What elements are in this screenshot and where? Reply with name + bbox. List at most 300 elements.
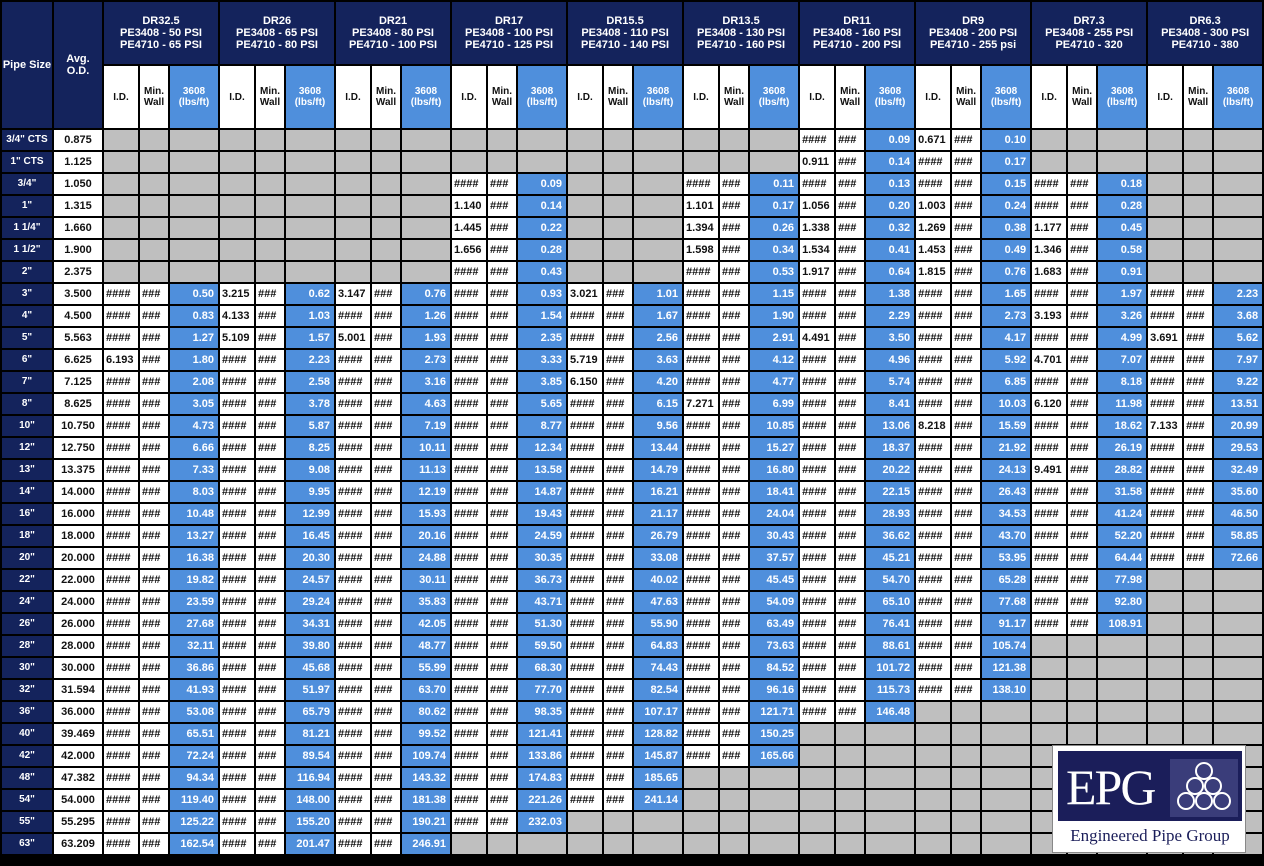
- weight-cell: 84.52: [750, 658, 798, 678]
- id-cell: ####: [452, 306, 486, 326]
- min-wall-cell: ###: [488, 262, 516, 282]
- avg-od-cell: 47.382: [54, 768, 102, 788]
- min-wall-cell: ###: [720, 306, 748, 326]
- min-wall-cell: ###: [836, 636, 864, 656]
- table-row: [2, 218, 1262, 238]
- min-wall-cell: ###: [256, 592, 284, 612]
- id-cell: ####: [104, 284, 138, 304]
- weight-cell: 4.96: [866, 350, 914, 370]
- id-cell: ####: [104, 526, 138, 546]
- min-wall-cell: ###: [372, 834, 400, 854]
- min-wall-cell: ###: [604, 548, 632, 568]
- empty-cell: [916, 702, 950, 722]
- weight-cell: 1.90: [750, 306, 798, 326]
- header-pipe-size: Pipe Size: [2, 2, 52, 128]
- weight-cell: 4.77: [750, 372, 798, 392]
- min-wall-cell: ###: [604, 702, 632, 722]
- empty-cell: [488, 130, 516, 150]
- header-avg-od: Avg. O.D.: [54, 2, 102, 128]
- id-cell: ####: [684, 724, 718, 744]
- id-cell: 9.491: [1032, 460, 1066, 480]
- min-wall-cell: ###: [1068, 482, 1096, 502]
- min-wall-cell: ###: [836, 306, 864, 326]
- id-cell: 1.346: [1032, 240, 1066, 260]
- empty-cell: [1184, 724, 1212, 744]
- id-cell: ####: [684, 372, 718, 392]
- empty-cell: [720, 768, 748, 788]
- min-wall-cell: ###: [604, 460, 632, 480]
- table-row: [2, 372, 1262, 392]
- weight-cell: 35.60: [1214, 482, 1262, 502]
- weight-cell: 18.62: [1098, 416, 1146, 436]
- id-cell: ####: [568, 790, 602, 810]
- min-wall-cell: ###: [720, 702, 748, 722]
- id-cell: ####: [336, 790, 370, 810]
- weight-cell: 11.13: [402, 460, 450, 480]
- id-cell: ####: [800, 460, 834, 480]
- min-wall-cell: ###: [836, 372, 864, 392]
- id-cell: ####: [220, 724, 254, 744]
- weight-cell: 0.93: [518, 284, 566, 304]
- id-cell: ####: [916, 328, 950, 348]
- table-row: [2, 548, 1262, 568]
- min-wall-cell: ###: [952, 570, 980, 590]
- dr-header-line2: PE4710 - 100 PSI: [348, 39, 438, 51]
- min-wall-cell: ###: [372, 570, 400, 590]
- weight-cell: 246.91: [402, 834, 450, 854]
- min-wall-cell: ###: [836, 658, 864, 678]
- subheader-id: I.D.: [104, 66, 138, 128]
- empty-cell: [604, 834, 632, 854]
- id-cell: 1.453: [916, 240, 950, 260]
- empty-cell: [836, 746, 864, 766]
- id-cell: ####: [336, 834, 370, 854]
- empty-cell: [634, 262, 682, 282]
- weight-cell: 29.24: [286, 592, 334, 612]
- min-wall-cell: ###: [952, 152, 980, 172]
- weight-cell: 0.28: [1098, 196, 1146, 216]
- min-wall-cell: ###: [836, 350, 864, 370]
- empty-cell: [720, 834, 748, 854]
- id-cell: ####: [800, 482, 834, 502]
- min-wall-cell: ###: [488, 394, 516, 414]
- weight-cell: 7.97: [1214, 350, 1262, 370]
- id-cell: ####: [684, 526, 718, 546]
- empty-cell: [800, 834, 834, 854]
- empty-cell: [1184, 240, 1212, 260]
- empty-cell: [372, 262, 400, 282]
- id-cell: ####: [452, 328, 486, 348]
- id-cell: ####: [684, 174, 718, 194]
- subheader-3608-weight: 3608 (lbs/ft): [634, 66, 682, 128]
- min-wall-cell: ###: [372, 768, 400, 788]
- id-cell: ####: [336, 570, 370, 590]
- dr-group-header: [800, 2, 914, 64]
- id-cell: ####: [220, 460, 254, 480]
- dr-header-dr: DR9: [962, 15, 985, 27]
- empty-cell: [170, 152, 218, 172]
- subheader-id: I.D.: [452, 66, 486, 128]
- weight-cell: 0.15: [982, 174, 1030, 194]
- dr-header-line1: PE3408 - 110 PSI: [581, 27, 669, 39]
- weight-cell: 92.80: [1098, 592, 1146, 612]
- min-wall-cell: ###: [256, 768, 284, 788]
- id-cell: ####: [220, 746, 254, 766]
- weight-cell: 24.59: [518, 526, 566, 546]
- id-cell: ####: [1032, 372, 1066, 392]
- min-wall-cell: ###: [372, 284, 400, 304]
- empty-cell: [140, 130, 168, 150]
- id-cell: ####: [1032, 548, 1066, 568]
- empty-cell: [836, 812, 864, 832]
- weight-cell: 9.08: [286, 460, 334, 480]
- table-row: [2, 394, 1262, 414]
- min-wall-cell: ###: [720, 658, 748, 678]
- dr-header-dr: DR21: [378, 15, 408, 27]
- min-wall-cell: ###: [1068, 614, 1096, 634]
- avg-od-cell: 1.125: [54, 152, 102, 172]
- empty-cell: [866, 790, 914, 810]
- id-cell: ####: [800, 636, 834, 656]
- weight-cell: 94.34: [170, 768, 218, 788]
- empty-cell: [220, 218, 254, 238]
- empty-cell: [1098, 636, 1146, 656]
- empty-cell: [750, 768, 798, 788]
- empty-cell: [800, 812, 834, 832]
- empty-cell: [336, 130, 370, 150]
- empty-cell: [1148, 680, 1182, 700]
- min-wall-cell: ###: [256, 746, 284, 766]
- empty-cell: [568, 240, 602, 260]
- empty-cell: [684, 812, 718, 832]
- min-wall-cell: ###: [372, 460, 400, 480]
- min-wall-cell: ###: [372, 416, 400, 436]
- empty-cell: [1148, 240, 1182, 260]
- pipe-size-cell: 54": [2, 790, 52, 810]
- dr-header-line1: PE3408 - 160 PSI: [813, 27, 902, 39]
- weight-cell: 4.99: [1098, 328, 1146, 348]
- weight-cell: 41.24: [1098, 504, 1146, 524]
- id-cell: ####: [800, 548, 834, 568]
- empty-cell: [1032, 130, 1066, 150]
- min-wall-cell: ###: [952, 196, 980, 216]
- avg-od-cell: 54.000: [54, 790, 102, 810]
- subheader-3608-weight: 3608 (lbs/ft): [866, 66, 914, 128]
- empty-cell: [1032, 680, 1066, 700]
- empty-cell: [104, 152, 138, 172]
- min-wall-cell: ###: [256, 416, 284, 436]
- min-wall-cell: ###: [488, 460, 516, 480]
- weight-cell: 155.20: [286, 812, 334, 832]
- min-wall-cell: ###: [836, 394, 864, 414]
- min-wall-cell: ###: [140, 790, 168, 810]
- id-cell: ####: [1148, 460, 1182, 480]
- min-wall-cell: ###: [952, 262, 980, 282]
- id-cell: ####: [220, 482, 254, 502]
- empty-cell: [684, 130, 718, 150]
- id-cell: 1.338: [800, 218, 834, 238]
- empty-cell: [684, 790, 718, 810]
- logo-company-name: Engineered Pipe Group: [1070, 826, 1230, 845]
- id-cell: ####: [104, 724, 138, 744]
- weight-cell: 8.77: [518, 416, 566, 436]
- empty-cell: [256, 240, 284, 260]
- empty-cell: [140, 240, 168, 260]
- empty-cell: [372, 130, 400, 150]
- id-cell: ####: [1032, 570, 1066, 590]
- min-wall-cell: ###: [1184, 284, 1212, 304]
- weight-cell: 63.49: [750, 614, 798, 634]
- empty-cell: [1184, 130, 1212, 150]
- min-wall-cell: ###: [720, 328, 748, 348]
- weight-cell: 2.08: [170, 372, 218, 392]
- pipe-size-cell: 63": [2, 834, 52, 854]
- empty-cell: [1148, 152, 1182, 172]
- table-row: [2, 152, 1262, 172]
- id-cell: 1.445: [452, 218, 486, 238]
- empty-cell: [634, 218, 682, 238]
- min-wall-cell: ###: [256, 658, 284, 678]
- min-wall-cell: ###: [140, 482, 168, 502]
- empty-cell: [1184, 152, 1212, 172]
- id-cell: ####: [452, 768, 486, 788]
- min-wall-cell: ###: [952, 680, 980, 700]
- weight-cell: 32.49: [1214, 460, 1262, 480]
- id-cell: ####: [220, 636, 254, 656]
- id-cell: 1.598: [684, 240, 718, 260]
- weight-cell: 1.54: [518, 306, 566, 326]
- id-cell: ####: [684, 592, 718, 612]
- id-cell: 6.120: [1032, 394, 1066, 414]
- pipe-size-cell: 40": [2, 724, 52, 744]
- weight-cell: 21.17: [634, 504, 682, 524]
- empty-cell: [1148, 658, 1182, 678]
- empty-cell: [952, 746, 980, 766]
- min-wall-cell: ###: [140, 724, 168, 744]
- min-wall-cell: ###: [952, 614, 980, 634]
- min-wall-cell: ###: [836, 570, 864, 590]
- weight-cell: 76.41: [866, 614, 914, 634]
- empty-cell: [1214, 636, 1262, 656]
- weight-cell: 1.97: [1098, 284, 1146, 304]
- id-cell: 0.911: [800, 152, 834, 172]
- avg-od-cell: 16.000: [54, 504, 102, 524]
- empty-cell: [140, 218, 168, 238]
- weight-cell: 1.27: [170, 328, 218, 348]
- empty-cell: [372, 196, 400, 216]
- avg-od-cell: 22.000: [54, 570, 102, 590]
- table-row: [2, 416, 1262, 436]
- avg-od-cell: 0.875: [54, 130, 102, 150]
- min-wall-cell: ###: [604, 350, 632, 370]
- weight-cell: 88.61: [866, 636, 914, 656]
- id-cell: ####: [684, 482, 718, 502]
- weight-cell: 8.25: [286, 438, 334, 458]
- weight-cell: 6.85: [982, 372, 1030, 392]
- weight-cell: 3.05: [170, 394, 218, 414]
- id-cell: 4.133: [220, 306, 254, 326]
- min-wall-cell: ###: [836, 460, 864, 480]
- weight-cell: 0.11: [750, 174, 798, 194]
- min-wall-cell: ###: [604, 328, 632, 348]
- id-cell: ####: [452, 460, 486, 480]
- empty-cell: [568, 812, 602, 832]
- pipe-size-cell: 18": [2, 526, 52, 546]
- id-cell: ####: [684, 636, 718, 656]
- table-row: [2, 504, 1262, 524]
- min-wall-cell: ###: [836, 218, 864, 238]
- empty-cell: [684, 834, 718, 854]
- id-cell: ####: [916, 504, 950, 524]
- id-cell: ####: [104, 416, 138, 436]
- logo-letters: EPG: [1066, 759, 1155, 815]
- pipe-size-cell: 32": [2, 680, 52, 700]
- id-cell: ####: [452, 658, 486, 678]
- weight-cell: 0.14: [518, 196, 566, 216]
- min-wall-cell: ###: [952, 658, 980, 678]
- weight-cell: 77.70: [518, 680, 566, 700]
- dr-header-dr: DR26: [262, 15, 292, 27]
- empty-cell: [1148, 174, 1182, 194]
- empty-cell: [1184, 658, 1212, 678]
- empty-cell: [836, 724, 864, 744]
- table-row: [2, 702, 1262, 722]
- id-cell: ####: [800, 658, 834, 678]
- min-wall-cell: ###: [488, 658, 516, 678]
- min-wall-cell: ###: [604, 658, 632, 678]
- id-cell: 1.056: [800, 196, 834, 216]
- min-wall-cell: ###: [720, 350, 748, 370]
- empty-cell: [1148, 570, 1182, 590]
- empty-cell: [220, 130, 254, 150]
- min-wall-cell: ###: [488, 350, 516, 370]
- empty-cell: [220, 196, 254, 216]
- weight-cell: 30.35: [518, 548, 566, 568]
- id-cell: ####: [1148, 284, 1182, 304]
- empty-cell: [604, 262, 632, 282]
- weight-cell: 0.24: [982, 196, 1030, 216]
- id-cell: ####: [220, 768, 254, 788]
- empty-cell: [634, 812, 682, 832]
- min-wall-cell: ###: [488, 636, 516, 656]
- id-cell: ####: [1148, 548, 1182, 568]
- table-row: [2, 460, 1262, 480]
- min-wall-cell: ###: [1184, 328, 1212, 348]
- id-cell: ####: [336, 350, 370, 370]
- avg-od-cell: 36.000: [54, 702, 102, 722]
- weight-cell: 47.63: [634, 592, 682, 612]
- id-cell: ####: [336, 372, 370, 392]
- min-wall-cell: ###: [604, 482, 632, 502]
- empty-cell: [1098, 724, 1146, 744]
- weight-cell: 0.76: [982, 262, 1030, 282]
- weight-cell: 41.93: [170, 680, 218, 700]
- weight-cell: 68.30: [518, 658, 566, 678]
- dr-header-line1: PE3408 - 255 PSI: [1045, 27, 1134, 39]
- empty-cell: [604, 130, 632, 150]
- weight-cell: 15.93: [402, 504, 450, 524]
- avg-od-cell: 30.000: [54, 658, 102, 678]
- min-wall-cell: ###: [1068, 504, 1096, 524]
- weight-cell: 43.70: [982, 526, 1030, 546]
- id-cell: ####: [104, 482, 138, 502]
- table-row: [2, 680, 1262, 700]
- weight-cell: 115.73: [866, 680, 914, 700]
- id-cell: ####: [684, 262, 718, 282]
- weight-cell: 48.77: [402, 636, 450, 656]
- empty-cell: [568, 196, 602, 216]
- empty-cell: [836, 834, 864, 854]
- table-row: [2, 196, 1262, 216]
- id-cell: ####: [220, 790, 254, 810]
- table-row: [2, 482, 1262, 502]
- weight-cell: 0.50: [170, 284, 218, 304]
- weight-cell: 3.50: [866, 328, 914, 348]
- empty-cell: [1098, 680, 1146, 700]
- weight-cell: 34.31: [286, 614, 334, 634]
- weight-cell: 1.65: [982, 284, 1030, 304]
- empty-cell: [452, 834, 486, 854]
- weight-cell: 6.15: [634, 394, 682, 414]
- min-wall-cell: ###: [1184, 526, 1212, 546]
- empty-cell: [750, 790, 798, 810]
- min-wall-cell: ###: [1184, 416, 1212, 436]
- weight-cell: 13.27: [170, 526, 218, 546]
- min-wall-cell: ###: [604, 504, 632, 524]
- weight-cell: 32.11: [170, 636, 218, 656]
- weight-cell: 1.15: [750, 284, 798, 304]
- min-wall-cell: ###: [140, 284, 168, 304]
- weight-cell: 0.91: [1098, 262, 1146, 282]
- empty-cell: [402, 130, 450, 150]
- min-wall-cell: ###: [720, 614, 748, 634]
- id-cell: ####: [684, 614, 718, 634]
- empty-cell: [1214, 680, 1262, 700]
- pipe-size-cell: 6": [2, 350, 52, 370]
- empty-cell: [866, 724, 914, 744]
- empty-cell: [402, 262, 450, 282]
- weight-cell: 150.25: [750, 724, 798, 744]
- id-cell: 7.271: [684, 394, 718, 414]
- weight-cell: 143.32: [402, 768, 450, 788]
- min-wall-cell: ###: [372, 438, 400, 458]
- weight-cell: 16.38: [170, 548, 218, 568]
- id-cell: ####: [220, 812, 254, 832]
- weight-cell: 35.83: [402, 592, 450, 612]
- empty-cell: [1214, 724, 1262, 744]
- empty-cell: [1184, 262, 1212, 282]
- id-cell: ####: [104, 372, 138, 392]
- weight-cell: 89.54: [286, 746, 334, 766]
- id-cell: ####: [1032, 526, 1066, 546]
- weight-cell: 1.03: [286, 306, 334, 326]
- empty-cell: [336, 152, 370, 172]
- weight-cell: 3.85: [518, 372, 566, 392]
- id-cell: ####: [568, 636, 602, 656]
- empty-cell: [488, 152, 516, 172]
- min-wall-cell: ###: [256, 438, 284, 458]
- weight-cell: 53.08: [170, 702, 218, 722]
- min-wall-cell: ###: [604, 416, 632, 436]
- empty-cell: [286, 196, 334, 216]
- weight-cell: 121.38: [982, 658, 1030, 678]
- min-wall-cell: ###: [140, 548, 168, 568]
- subheader-min-wall: Min. Wall: [952, 66, 980, 128]
- weight-cell: 190.21: [402, 812, 450, 832]
- id-cell: ####: [336, 592, 370, 612]
- empty-cell: [634, 240, 682, 260]
- weight-cell: 128.82: [634, 724, 682, 744]
